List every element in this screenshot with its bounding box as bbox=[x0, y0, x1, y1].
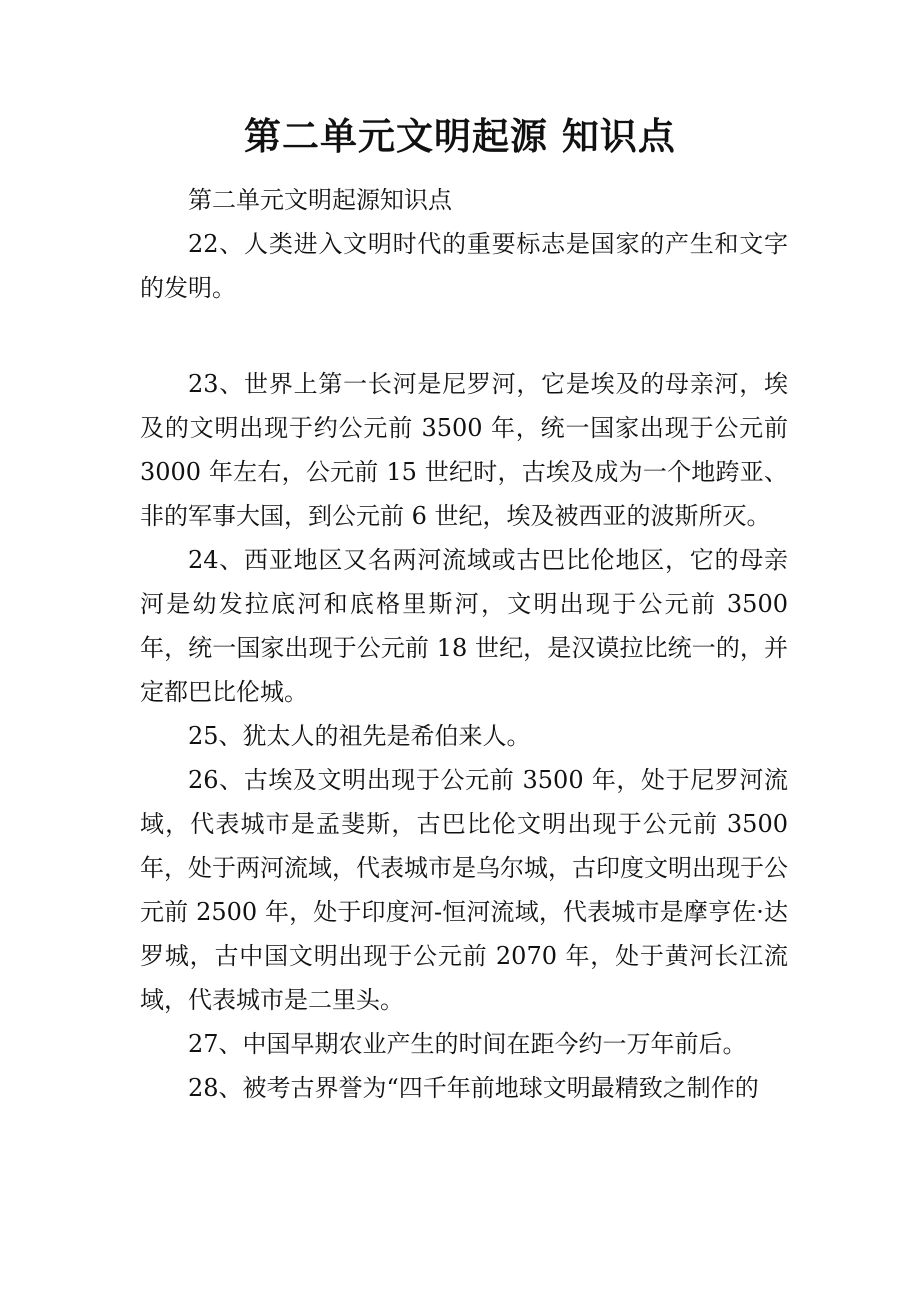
document-body bbox=[140, 178, 788, 1110]
paragraph-24: 24、西亚地区又名两河流域或古巴比伦地区，它的母亲河是幼发拉底河和底格里斯河，文明出现于公元前 3500 年，统一国家出现于公元前 18 世纪，是汉谟拉比统一的，并定都巴比伦城。 bbox=[140, 546, 788, 706]
paragraph-23: 23、世界上第一长河是尼罗河，它是埃及的母亲河，埃及的文明出现于约公元前 3500 年，统一国家出现于公元前 3000 年左右，公元前 15 世纪时，古埃及成为一个地跨亚、非的军事大国，到公元前 6 世纪，埃及被西亚的波斯所灭。 bbox=[140, 370, 788, 530]
paragraph-subtitle: 第二单元文明起源知识点 bbox=[188, 186, 452, 214]
paragraph-28: 28、被考古界誉为“四千年前地球文明最精致之制作的 bbox=[188, 1074, 759, 1102]
paragraph-22: 22、人类进入文明时代的重要标志是国家的产生和文字的发明。 bbox=[140, 230, 788, 302]
paragraph-25: 25、犹太人的祖先是希伯来人。 bbox=[188, 722, 531, 750]
page-title: 第二单元文明起源 知识点 bbox=[244, 114, 676, 158]
blank-gap bbox=[140, 310, 788, 362]
paragraph-27: 27、中国早期农业产生的时间在距今约一万年前后。 bbox=[188, 1030, 747, 1058]
paragraph-26: 26、古埃及文明出现于公元前 3500 年，处于尼罗河流域，代表城市是孟斐斯，古巴比伦文明出现于公元前 3500 年，处于两河流域，代表城市是乌尔城，古印度文明出现于公元前 2500 年，处于印度河-恒河流域，代表城市是摩亨佐·达罗城，古中国文明出现于公元前 2070 年，处于黄河长江流域，代表城市是二里头。 bbox=[140, 766, 788, 1014]
